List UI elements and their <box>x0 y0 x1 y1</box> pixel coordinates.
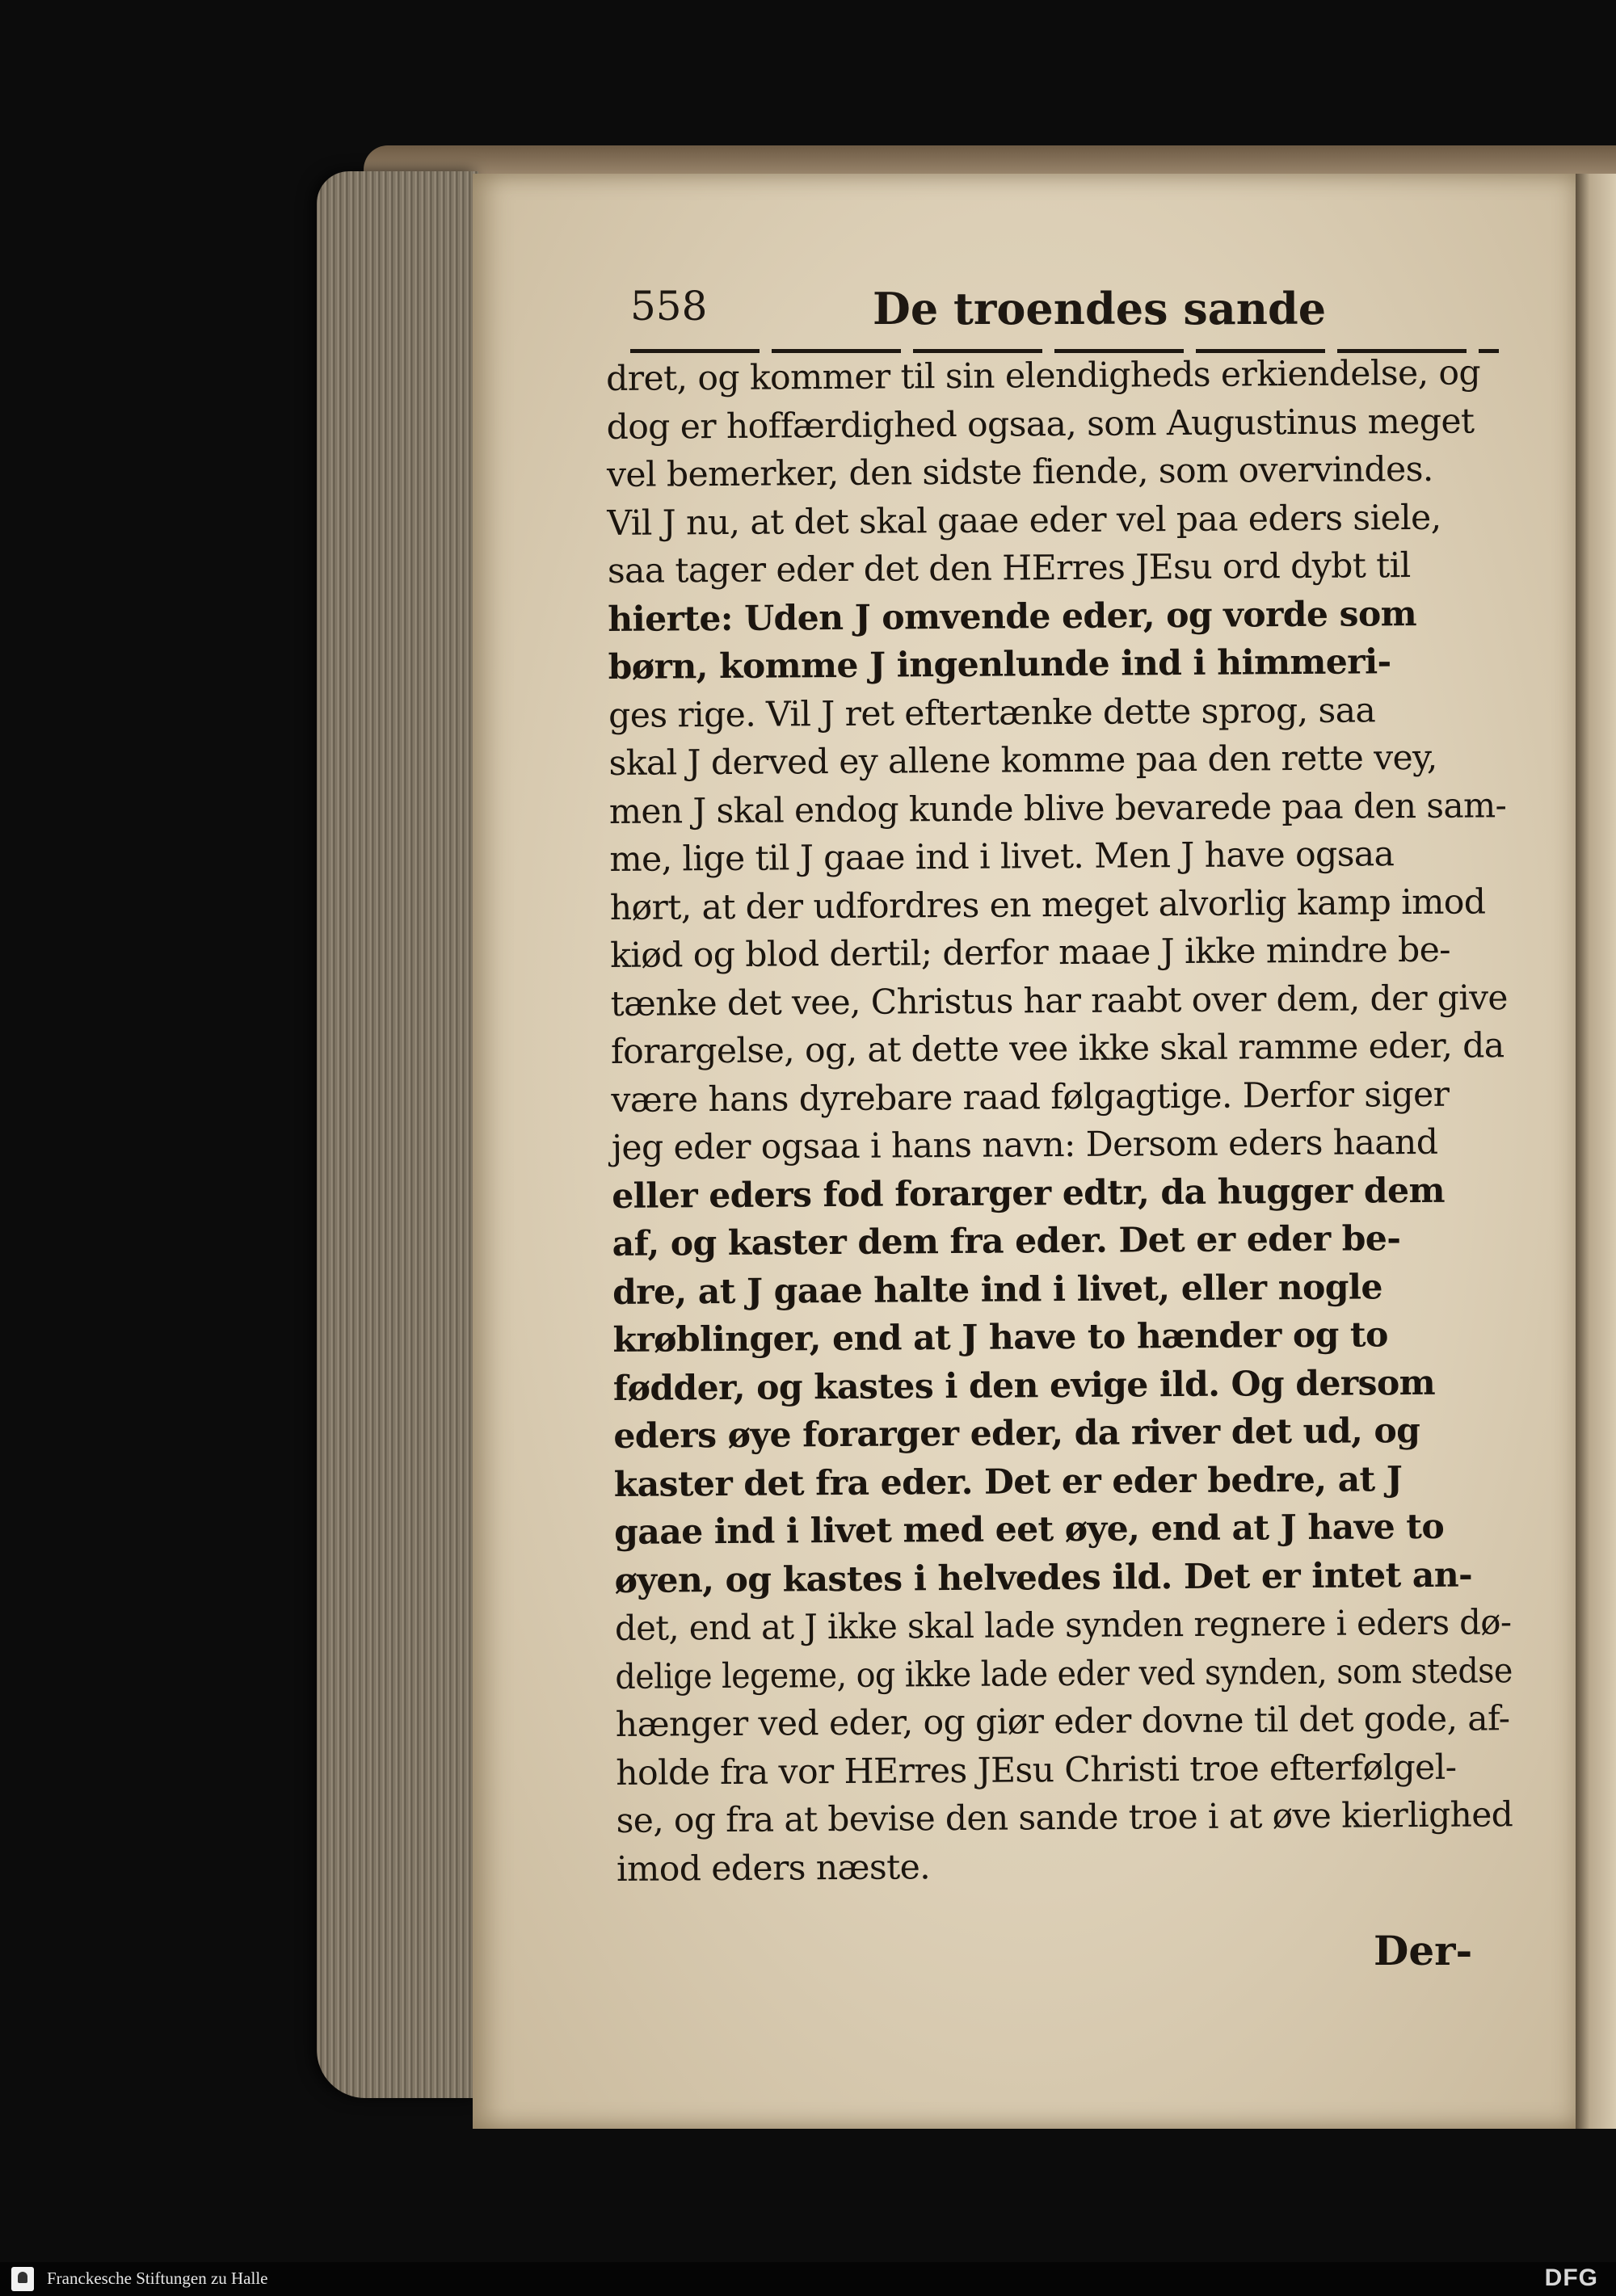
book-gutter <box>1576 174 1616 2129</box>
text-line: krøblinger, end at J have to hænder og to <box>612 1314 1388 1360</box>
text-line: børn, komme J ingenlunde ind i himmeri- <box>608 641 1391 688</box>
text-line: være hans dyrebare raad følgagtige. Derfor siger <box>611 1074 1450 1121</box>
running-head: De troendes sande <box>873 283 1327 334</box>
page-number: 558 <box>630 283 708 330</box>
text-line: dre, at J gaae halte ind i livet, eller nogle <box>612 1266 1382 1313</box>
text-line: hørt, at der udfordres en meget alvorlig kamp imod <box>609 881 1486 928</box>
text-line: øyen, og kastes i helvedes ild. Det er intet an- <box>614 1554 1473 1601</box>
institution-logo-icon[interactable] <box>11 2267 34 2291</box>
text-line: holde fra vor HErres JEsu Christi troe efterfølgel- <box>616 1747 1457 1793</box>
institution-name[interactable]: Franckesche Stiftungen zu Halle <box>47 2269 268 2288</box>
text-line: men J skal endog kunde blive bevarede paa den sam- <box>608 785 1507 832</box>
text-line: gaae ind i livet med eet øye, end at J have to <box>613 1506 1445 1553</box>
text-line: se, og fra at bevise den sande troe i at øve kierlighed <box>616 1795 1513 1841</box>
text-line: det, end at J ikke skal lade synden regnere i eders dø- <box>614 1603 1512 1649</box>
provider-logo[interactable]: DFG <box>1544 2264 1598 2291</box>
text-line: saa tager eder det den HErres JEsu ord dybt til <box>607 546 1411 591</box>
text-line: skal J derved ey allene komme paa den rette vey, <box>608 738 1437 784</box>
text-line: vel bemerker, den sidste fiende, som overvindes. <box>606 449 1433 495</box>
text-line: eller eders fod forarger edtr, da hugger dem <box>612 1170 1446 1217</box>
text-line: af, og kaster dem fra eder. Det er eder be- <box>612 1218 1401 1264</box>
page-header <box>630 283 1495 347</box>
text-line: fødder, og kastes i den evige ild. Og dersom <box>612 1362 1436 1409</box>
text-line: me, lige til J gaae ind i livet. Men J have ogsaa <box>609 835 1395 880</box>
body-text <box>606 349 1513 1894</box>
text-line: eders øye forarger eder, da river det ud, og <box>613 1411 1420 1457</box>
text-line: Vil J nu, at det skal gaae eder vel paa eders siele, <box>607 498 1441 544</box>
text-line: ges rige. Vil J ret eftertænke dette sprog, saa <box>608 690 1376 736</box>
text-line: delige legeme, og ikke lade eder ved synden, som stedse <box>615 1651 1513 1697</box>
text-line: hænger ved eder, og giør eder dovne til det gode, af- <box>615 1699 1510 1745</box>
text-line: hierte: Uden J omvende eder, og vorde som <box>608 593 1417 640</box>
text-line: forargelse, og, at dette vee ikke skal ramme eder, da <box>610 1026 1504 1072</box>
text-line: dret, og kommer til sin elendigheds erkiendelse, og <box>606 353 1481 399</box>
text-line: kaster det fra eder. Det er eder bedre, at J <box>613 1458 1403 1505</box>
text-line: dog er hoffærdighed ogsaa, som Augustinus meget <box>606 402 1475 448</box>
text-line: jeg eder ogsaa i hans navn: Dersom eders haand <box>611 1122 1438 1168</box>
text-line: tænke det vee, Christus har raabt over dem, der give <box>610 978 1509 1024</box>
text-line: kiød og blod dertil; derfor maae J ikke mindre be- <box>610 930 1451 976</box>
catchword: Der- <box>1374 1927 1473 1974</box>
book-page-edges <box>317 171 478 2098</box>
text-line: imod eders næste. <box>616 1847 931 1890</box>
